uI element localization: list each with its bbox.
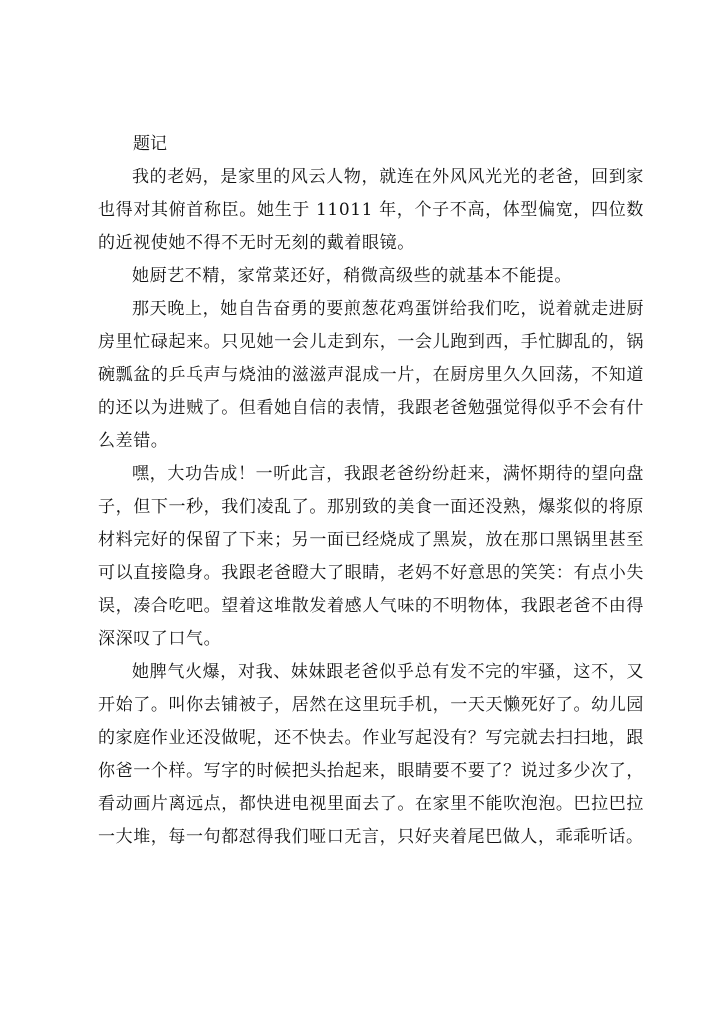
paragraph-that-evening: 那天晚上，她自告奋勇的要煎葱花鸡蛋饼给我们吃，说着就走进厨房里忙碌起来。只见她一会儿走到东，一会儿跑到西，手忙脚乱的，锅碗瓢盆的乒乓声与烧油的滋滋声混成一片，在厨房里久久回荡，不知道的还以为进贼了。但看她自信的表情，我跟老爸勉强觉得似乎不会有什么差错。: [98, 299, 644, 451]
paragraph-intro: 我的老妈，是家里的风云人物，就连在外风风光光的老爸，回到家也得对其俯首称臣。她生于 11011 年，个子不高，体型偏宽，四位数的近视使她不得不无时无刻的戴着眼镜。: [98, 167, 644, 253]
paragraph-result: 嘿，大功告成！一听此言，我跟老爸纷纷赶来，满怀期待的望向盘子，但下一秒，我们凌乱了。那别致的美食一面还没熟，爆浆似的将原材料完好的保留了下来；另一面已经烧成了黑炭，放在那口黑锅里甚至可以直接隐身。我跟老爸瞪大了眼睛，老妈不好意思的笑笑：有点小失误，凑合吃吧。望着这堆散发着感人气味的不明物体，我跟老爸不由得深深叹了口气。: [98, 464, 644, 649]
document-title: 题记: [133, 134, 167, 154]
paragraph-cooking-skill: 她厨艺不精，家常菜还好，稍微高级些的就基本不能提。: [132, 266, 572, 286]
document-page: [98, 128, 644, 854]
paragraph-temper: 她脾气火爆，对我、妹妹跟老爸似乎总有发不完的牢骚，这不，又开始了。叫你去铺被子，居然在这里玩手机，一天天懒死好了。幼儿园的家庭作业还没做呢，还不快去。作业写起没有？写完就去扫扫地，跟你爸一个样。写字的时候把头抬起来，眼睛要不要了？说过多少次了，看动画片离远点，都快进电视里面去了。在家里不能吹泡泡。巴拉巴拉一大堆，每一句都怼得我们哑口无言，只好夹着尾巴做人，乖乖听话。: [98, 662, 644, 847]
